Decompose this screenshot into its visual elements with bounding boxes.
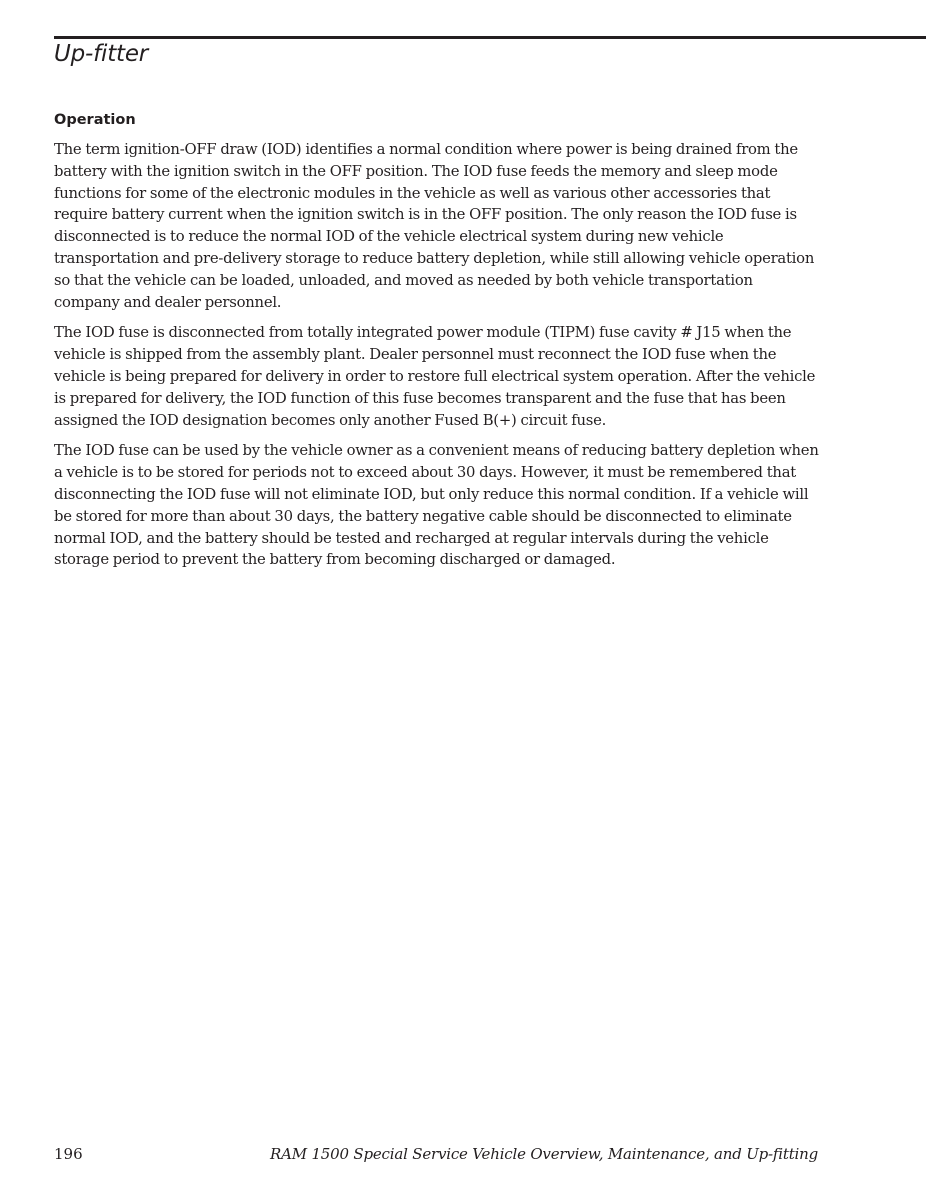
section-title: Up-fitter bbox=[54, 41, 149, 67]
page-content bbox=[54, 110, 819, 580]
paragraph-iod-definition: The term ignition-OFF draw (IOD) identifies a normal condition where power is being drained from the battery with the ignition switch in the OFF position. The IOD fuse feeds the memory and sleep mode functions for some of the electronic modules in the vehicle as well as various other accessories that require battery current when the ignition switch is in the OFF position. The only reason the IOD fuse is disconnected is to reduce the normal IOD of the vehicle electrical system during new vehicle transportation and pre-delivery storage to reduce battery depletion, while still allowing vehicle operation so that the vehicle can be loaded, unloaded, and moved as needed by both vehicle transportation company and dealer personnel. bbox=[54, 141, 815, 311]
header-rule bbox=[54, 36, 926, 39]
paragraph-iod-disconnect: The IOD fuse is disconnected from totally integrated power module (TIPM) fuse cavity # J15 when the vehicle is shipped from the assembly plant. Dealer personnel must reconnect the IOD fuse when the vehicle is being prepared for delivery in order to restore full electrical system operation. After the vehicle is prepared for delivery, the IOD function of this fuse becomes transparent and the fuse that has been assigned the IOD designation becomes only another Fused B(+) circuit fuse. bbox=[54, 324, 816, 429]
paragraph-iod-storage: The IOD fuse can be used by the vehicle owner as a convenient means of reducing battery depletion when a vehicle is to be stored for periods not to exceed about 30 days. However, it must be remembered that disconnecting the IOD fuse will not eliminate IOD, but only reduce this normal condition. If a vehicle will be stored for more than about 30 days, the battery negative cable should be disconnected to eliminate normal IOD, and the battery should be tested and recharged at regular intervals during the vehicle storage period to prevent the battery from becoming discharged or damaged. bbox=[54, 442, 819, 569]
operation-heading: Operation bbox=[54, 112, 136, 128]
document-title: RAM 1500 Special Service Vehicle Overview, Maintenance, and Up-fitting bbox=[270, 1145, 818, 1163]
page-number: 196 bbox=[54, 1145, 83, 1163]
